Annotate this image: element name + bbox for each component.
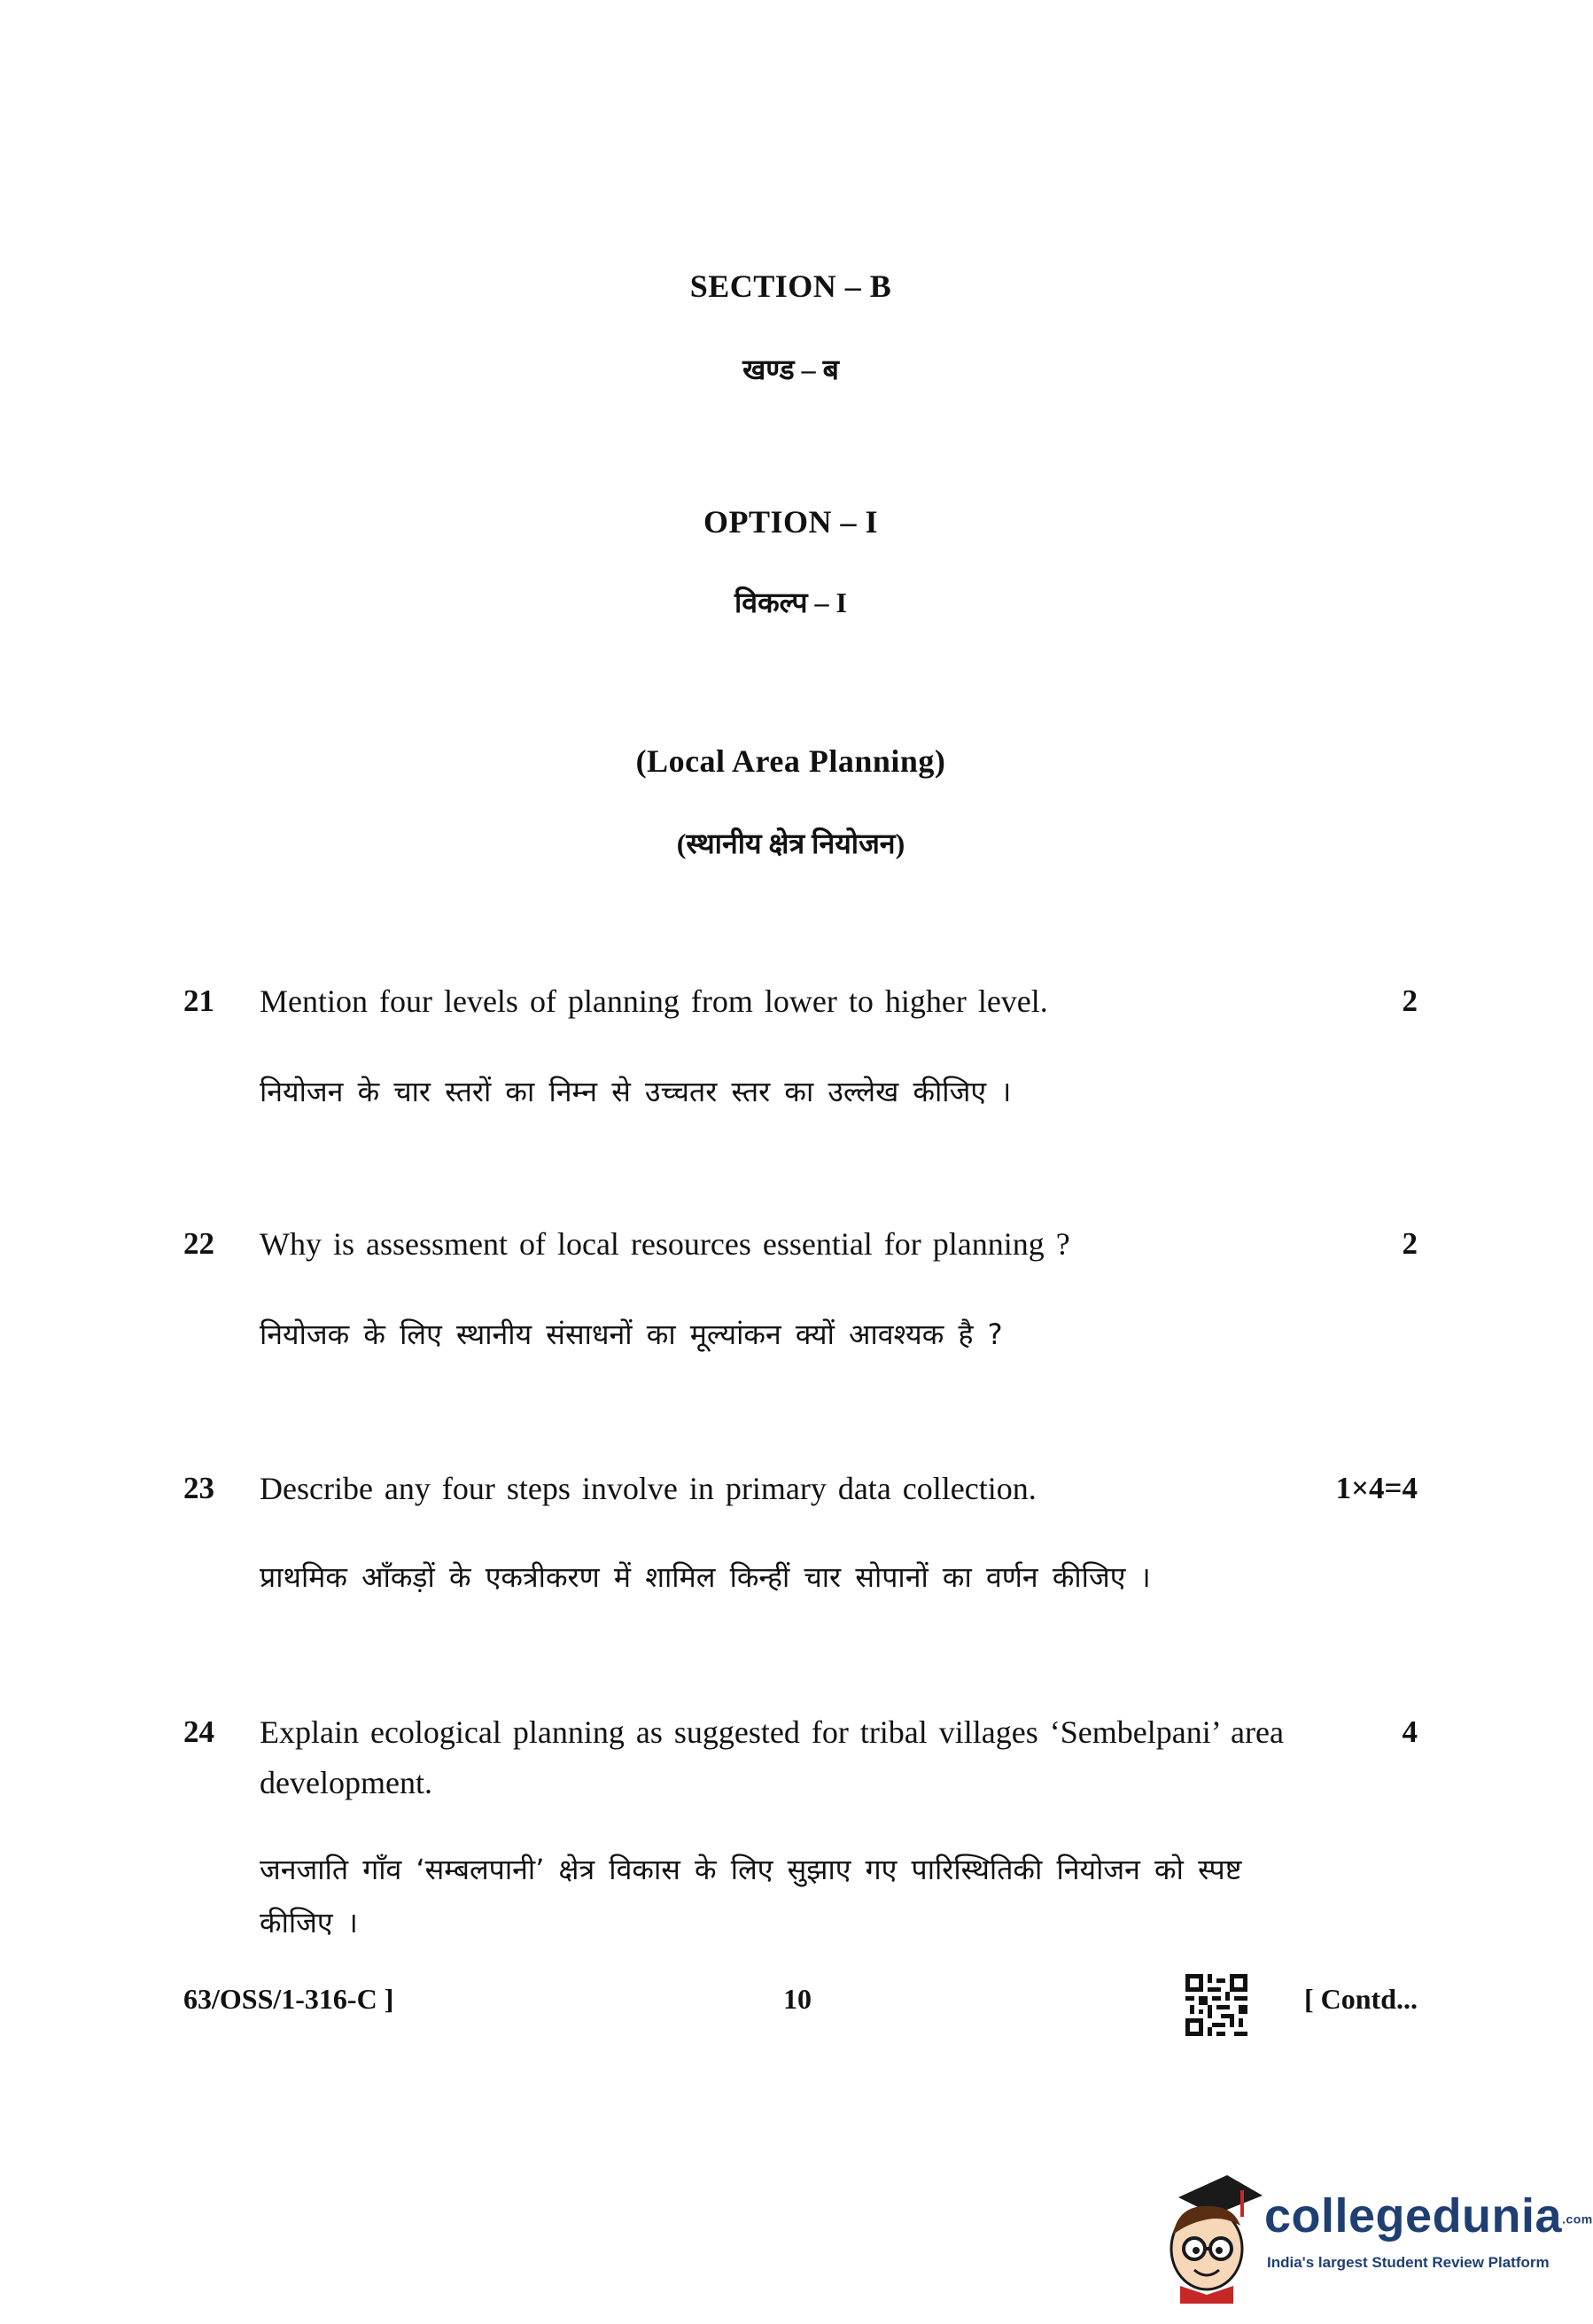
- option-heading-hindi: विकल्प – I: [734, 587, 847, 618]
- question-number: 21: [183, 983, 214, 1018]
- question-text-hi: प्राथमिक आँकड़ों के एकत्रीकरण में शामिल किन्हीं चार सोपानों का वर्णन कीजिए ।: [260, 1560, 1151, 1594]
- student-mascot-icon: [1161, 2171, 1267, 2304]
- question-number: 23: [183, 1471, 214, 1505]
- question-marks: 2: [1402, 983, 1418, 1018]
- question-text-en: Describe any four steps involve in primary data collection.: [260, 1471, 1037, 1506]
- brand-suffix: .com: [1562, 2211, 1593, 2227]
- qr-code-icon: [1185, 1974, 1247, 2036]
- question-marks: 4: [1402, 1714, 1418, 1749]
- question-text-en: Mention four levels of planning from lower to higher level.: [260, 983, 1048, 1019]
- brand-tagline: India's largest Student Review Platform: [1267, 2254, 1550, 2271]
- option-heading: OPTION – I: [703, 504, 879, 540]
- topic-title: (Local Area Planning): [635, 743, 946, 779]
- page-number: 10: [783, 1983, 812, 2015]
- question-marks: 1×4=4: [1335, 1471, 1418, 1505]
- question-text-en: Explain ecological planning as suggested for tribal villages ‘Sembelpani’ area development.: [260, 1714, 1284, 1800]
- section-heading-hindi: खण्ड – ब: [742, 354, 839, 385]
- section-heading: SECTION – B: [689, 268, 892, 304]
- question-text-hi: नियोजन के चार स्तरों का निम्न से उच्चतर स्तर का उल्लेख कीजिए ।: [260, 1075, 1012, 1108]
- continued-label: [ Contd...: [1303, 1983, 1418, 2015]
- paper-code: 63/OSS/1-316-C ]: [183, 1983, 394, 2015]
- question-text-en: Why is assessment of local resources essential for planning ?: [260, 1226, 1070, 1262]
- topic-title-hindi: (स्थानीय क्षेत्र नियोजन): [676, 828, 905, 859]
- collegedunia-watermark: [1161, 2171, 1593, 2304]
- question-marks: 2: [1402, 1226, 1418, 1261]
- question-text-hi: नियोजक के लिए स्थानीय संसाधनों का मूल्यांकन क्यों आवश्यक है ?: [260, 1317, 1003, 1351]
- brand-name: collegedunia.com: [1264, 2189, 1593, 2242]
- question-text-hi: जनजाति गाँव ‘सम्बलपानी’ क्षेत्र विकास के लिए सुझाए गए पारिस्थितिकी नियोजन को स्पष्ट कीजिए ।: [260, 1853, 1242, 1939]
- question-number: 22: [183, 1226, 214, 1261]
- question-number: 24: [183, 1714, 214, 1749]
